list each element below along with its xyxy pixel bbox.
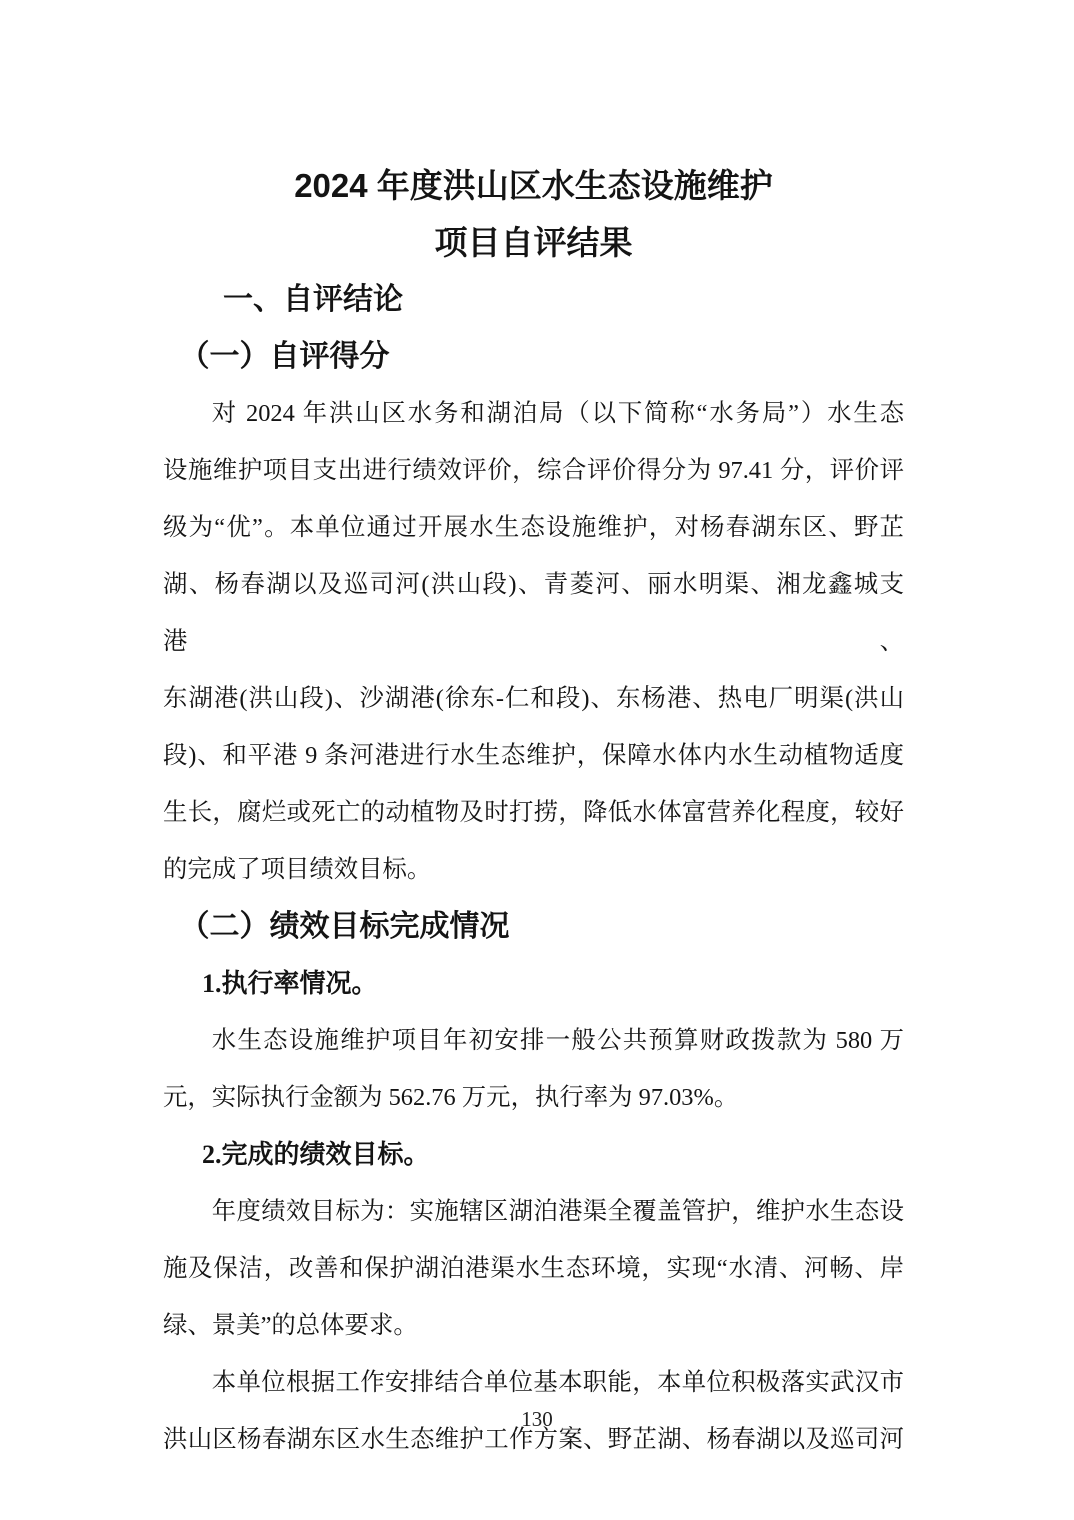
document-title-line2: 项目自评结果 [434, 224, 633, 261]
heading-self-evaluation-conclusion: 一、自评结论 [223, 283, 403, 316]
text-line: 元，实际执行金额为 562.76 万元，执行率为 97.03%。 [163, 1084, 739, 1111]
heading-performance-goal-completion: （二）绩效目标完成情况 [179, 910, 510, 943]
text-line: 湖、杨春湖以及巡司河(洪山段)、青菱河、丽水明渠、湘龙鑫城支港、 [163, 571, 904, 655]
text-line: 施及保洁，改善和保护湖泊港渠水生态环境，实现“水清、河畅、岸 [163, 1255, 904, 1282]
text-line: 年度绩效目标为：实施辖区湖泊港渠全覆盖管护，维护水生态设 [211, 1198, 904, 1225]
paragraph-annual-goals [163, 1183, 904, 1354]
paragraph-execution-rate [163, 1012, 904, 1126]
page-number: 130 [521, 1407, 553, 1431]
text-line: 级为“优”。本单位通过开展水生态设施维护，对杨春湖东区、野芷 [163, 514, 904, 541]
text-line: 本单位根据工作安排结合单位基本职能，本单位积极落实武汉市 [211, 1369, 904, 1396]
text-line: 生长，腐烂或死亡的动植物及时打捞，降低水体富营养化程度，较好 [163, 799, 904, 826]
heading-self-evaluation-score: （一）自评得分 [179, 340, 390, 373]
document-content [163, 0, 904, 1468]
text-line: 水生态设施维护项目年初安排一般公共预算财政拨款为 580 万 [211, 1027, 904, 1054]
text-line: 设施维护项目支出进行绩效评价，综合评价得分为 97.41 分，评价评 [163, 457, 904, 484]
text-line: 对 2024 年洪山区水务和湖泊局（以下简称“水务局”）水生态 [211, 400, 904, 427]
text-line: 东湖港(洪山段)、沙湖港(徐东-仁和段)、东杨港、热电厂明渠(洪山 [163, 685, 904, 712]
document-title-line1: 2024 年度洪山区水生态设施维护 [294, 167, 773, 204]
heading-execution-rate: 1.执行率情况。 [202, 969, 378, 998]
text-line: 段)、和平港 9 条河港进行水生态维护，保障水体内水生动植物适度 [163, 742, 904, 769]
paragraph-self-evaluation-score [163, 385, 904, 898]
heading-completed-goals: 2.完成的绩效目标。 [202, 1140, 430, 1169]
text-line: 洪山区杨春湖东区水生态维护工作方案、野芷湖、杨春湖以及巡司河 [163, 1426, 904, 1453]
text-line: 的完成了项目绩效目标。 [163, 856, 432, 883]
text-line: 绿、景美”的总体要求。 [163, 1312, 418, 1339]
